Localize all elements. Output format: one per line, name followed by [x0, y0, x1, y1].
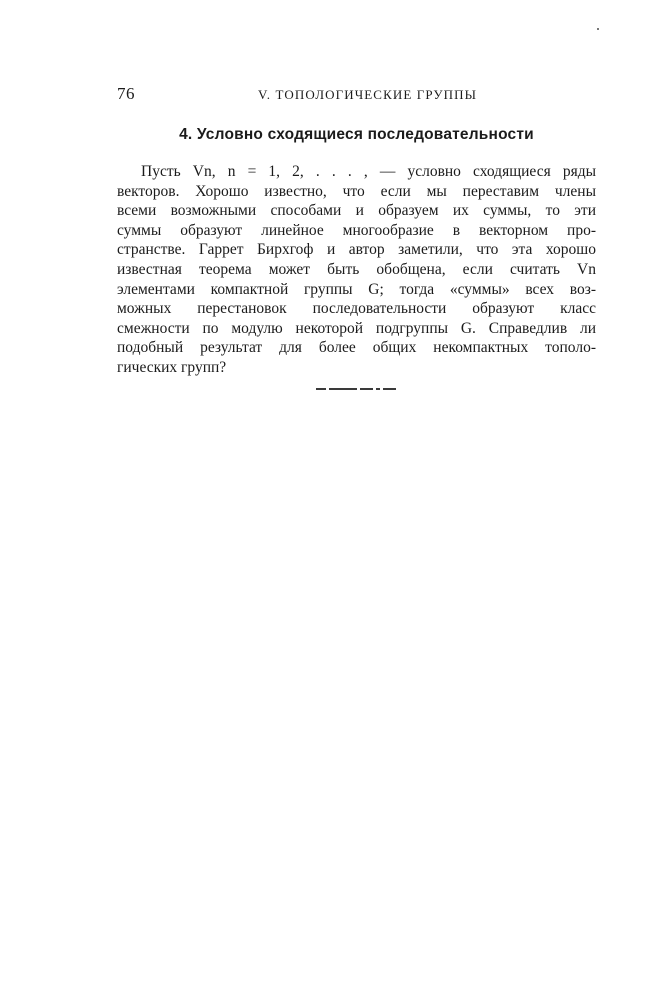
paragraph-line: странстве. Гаррет Бирхгоф и автор заметили, что эта хорошо [117, 241, 596, 259]
paragraph-line: элементами компактной группы G; тогда «суммы» всех воз- [117, 280, 596, 298]
paragraph-line: всеми возможными способами и образуем их суммы, то эти [117, 202, 596, 220]
running-head: V. ТОПОЛОГИЧЕСКИЕ ГРУППЫ [258, 87, 478, 102]
section-title: 4. Условно сходящиеся последовательности [179, 126, 534, 143]
scan-speck [597, 28, 599, 30]
paragraph-line: гических групп? [117, 358, 227, 376]
paragraph-line: можных перестановок последовательности образуют класс [117, 300, 596, 318]
paragraph-line: подобный результат для более общих некомпактных тополо- [117, 339, 596, 357]
page-number: 76 [117, 84, 135, 103]
paragraph-line: известная теорема может быть обобщена, если считать Vn [117, 260, 596, 278]
section-end-rule [316, 388, 396, 390]
paragraph-line: Пусть Vn, n = 1, 2, . . . , — условно сходящиеся ряды [141, 163, 596, 180]
paragraph [117, 162, 596, 378]
paragraph-line: смежности по модулю некоторой подгруппы G. Справедлив ли [117, 319, 596, 337]
paragraph-line: векторов. Хорошо известно, что если мы переставим члены [117, 182, 596, 200]
paragraph-line: суммы образуют линейное многообразие в векторном про- [117, 221, 596, 239]
